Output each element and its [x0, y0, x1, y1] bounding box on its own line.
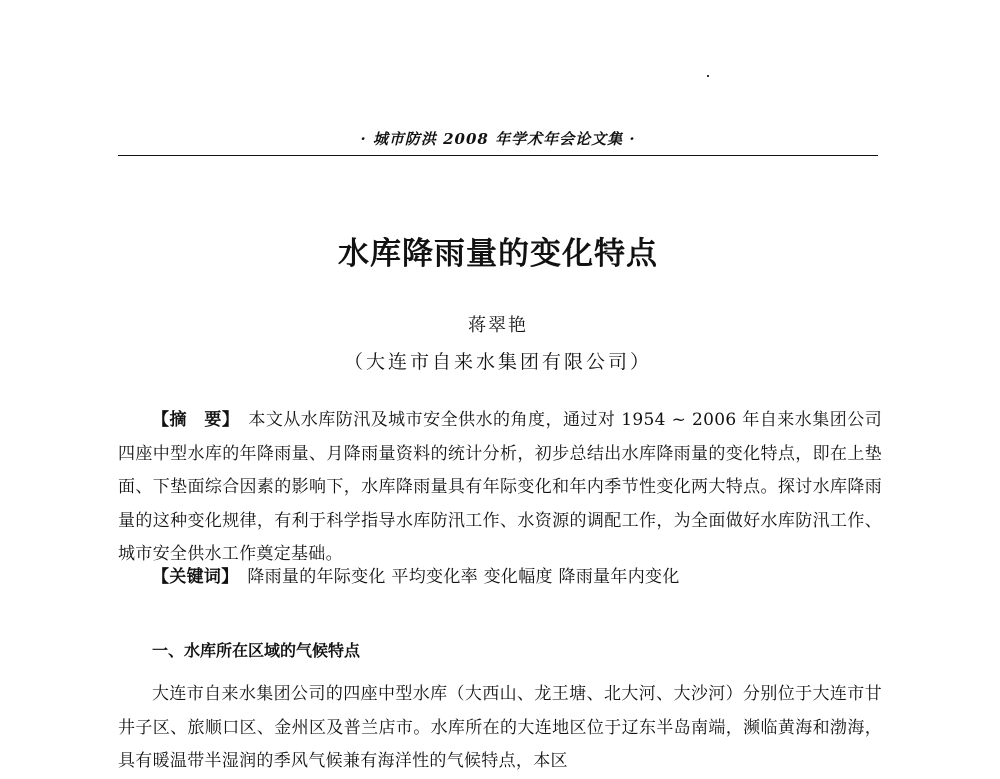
- abstract-paragraph: [118, 404, 882, 572]
- keywords-line: [152, 562, 680, 587]
- author-affiliation: （大连市自来水集团有限公司）: [343, 351, 652, 373]
- keywords-label: 【关键词】: [152, 567, 230, 587]
- header-rule: [118, 155, 878, 156]
- keywords-list: 降雨量的年际变化 平均变化率 变化幅度 降雨量年内变化: [247, 567, 680, 587]
- abstract-text: 本文从水库防汛及城市安全供水的角度，通过对 1954 ~ 2006 年自来水集团公司四座中型水库的年降雨量、月降雨量资料的统计分析，初步总结出水库降雨量的变化特点，即在上垫面、下垫面综合因素的影响下，水库降雨量具有年际变化和年内季节性变化两大特点。探讨水库降雨量的这种变化规律，有利于科学指导水库防汛工作、水资源的调配工作，为全面做好水库防汛工作、城市安全供水工作奠定基础。: [118, 410, 882, 564]
- section-body-paragraph: 大连市自来水集团公司的四座中型水库（大西山、龙王塘、北大河、大沙河）分别位于大连市甘井子区、旅顺口区、金州区及普兰店市。水库所在的大连地区位于辽东半岛南端，濒临黄海和渤海，具有暖温带半湿润的季风气候兼有海洋性的气候特点，本区: [118, 684, 882, 771]
- running-header: · 城市防洪 2008 年学术年会论文集 ·: [360, 130, 636, 148]
- section-heading: 一、水库所在区域的气候特点: [152, 641, 361, 660]
- abstract-label: 【摘 要】: [152, 410, 231, 430]
- article-title: 水库降雨量的变化特点: [338, 236, 658, 272]
- scan-speck: [707, 75, 709, 77]
- author-name: 蒋翠艳: [468, 315, 528, 336]
